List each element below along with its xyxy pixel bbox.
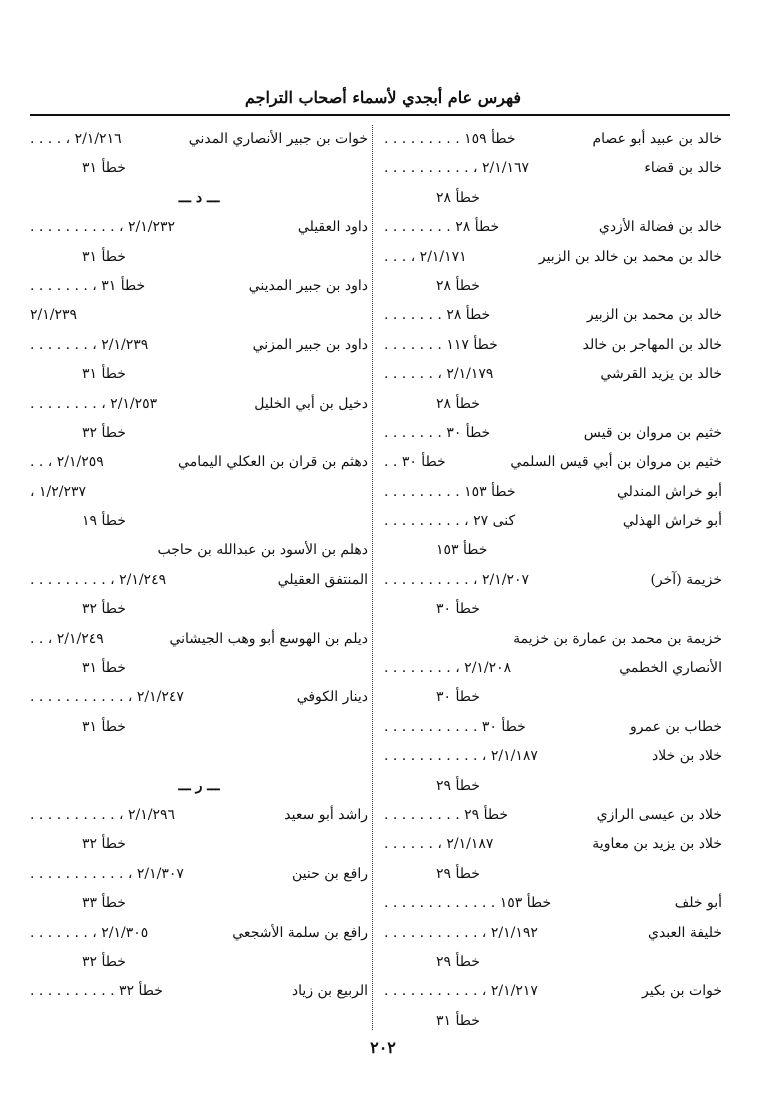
index-entry	[384, 801, 722, 830]
column-divider	[372, 125, 373, 1030]
entry-continuation: خطأ ٣٢	[82, 953, 126, 970]
index-entry	[30, 331, 368, 360]
entry-reference: خطأ ٣٠ . . . . . . .	[384, 424, 491, 441]
index-entry	[30, 713, 368, 742]
entry-reference: ٢/١/٢٤٩ ، . . . . . . . . .	[30, 571, 167, 588]
index-entry	[30, 948, 368, 977]
entry-reference: ٢/١/٢٥٩ ، . .	[30, 454, 104, 471]
entry-reference: ٢/١/٢٣٩ ، . . . . . . .	[30, 336, 149, 353]
index-entry	[384, 595, 722, 624]
entry-reference: ٢/١/٢١٧ ، . . . . . . . . . . .	[384, 983, 538, 1000]
entry-reference: خطأ ١٥٩ . . . . . . . . .	[384, 131, 516, 147]
section-letter-heading: ـــ ر ـــ	[178, 777, 220, 794]
entry-reference: ٢/١/١٧٩ ، . . . . . .	[384, 366, 494, 383]
page-header-title: فهرس عام أبجدي لأسماء أصحاب التراجم	[244, 88, 522, 107]
entry-name: راشد أبو سعيد	[284, 806, 368, 823]
index-entry	[384, 301, 722, 330]
index-entry	[30, 683, 368, 712]
index-entry	[30, 889, 368, 918]
entry-name: خليفة العبدي	[648, 924, 722, 941]
index-entry	[384, 184, 722, 213]
entry-name: رافع بن حنين	[291, 865, 368, 882]
index-entry	[384, 860, 722, 889]
index-entry	[384, 390, 722, 419]
index-entry	[384, 683, 722, 712]
entry-continuation: خطأ ٣٣	[82, 895, 126, 912]
entry-continuation: خطأ ٣٠	[436, 601, 480, 618]
entry-name: خلاد بن خلاد	[652, 748, 722, 765]
entry-name: خالد بن محمد بن الزبير	[586, 307, 722, 324]
index-entry	[30, 801, 368, 830]
index-entry	[384, 213, 722, 242]
index-entry	[384, 625, 722, 654]
entry-continuation: ٢/١/٢٣٩	[30, 307, 78, 324]
entry-name: الأنصاري الخطمي	[619, 660, 722, 677]
entry-reference: ٢/١/٢٩٦ ، . . . . . . . . . .	[30, 806, 176, 823]
entry-continuation: خطأ ٣٢	[82, 836, 126, 853]
index-entry	[384, 360, 722, 389]
index-entry	[384, 331, 722, 360]
index-entry	[384, 713, 722, 742]
index-entry	[30, 919, 368, 948]
index-entry	[30, 772, 368, 801]
entry-reference: ٢/١/٢٣٢ ، . . . . . . . . . .	[30, 219, 176, 236]
index-entry	[30, 272, 368, 301]
entry-name: داود بن جبير المديني	[248, 277, 368, 294]
index-entry	[30, 507, 368, 536]
index-entry	[384, 654, 722, 683]
index-entry	[384, 272, 722, 301]
index-entry	[30, 243, 368, 272]
entry-reference: خطأ ١٥٣ . . . . . . . . .	[384, 483, 516, 500]
entry-continuation: خطأ ٢٨	[436, 277, 480, 294]
entry-reference: كنى ٢٧ ، . . . . . . . . .	[384, 513, 516, 530]
index-entry	[30, 536, 368, 565]
index-entry	[384, 478, 722, 507]
entry-continuation: خطأ ٣٢	[82, 601, 126, 618]
entry-name: دهثم بن قران بن العكلي اليمامي	[178, 454, 368, 471]
page-number: ٢٠٢	[370, 1038, 396, 1057]
index-entry	[384, 448, 722, 477]
entry-continuation: خطأ ٣١	[82, 660, 126, 677]
index-entry	[30, 390, 368, 419]
index-entry	[30, 419, 368, 448]
entry-reference: ٢/١/٣٠٧ ، . . . . . . . . . . .	[30, 865, 184, 882]
index-entry	[30, 184, 368, 213]
index-entry	[384, 948, 722, 977]
index-entry	[384, 125, 722, 154]
index-entry	[384, 742, 722, 771]
index-entry	[30, 860, 368, 889]
index-entry	[384, 536, 722, 565]
entry-name: دينار الكوفي	[296, 689, 368, 706]
index-entry	[30, 742, 368, 771]
entry-reference: ٢/١/١٧١ ، . . .	[384, 248, 467, 265]
entry-reference: ٢/١/٢٠٧ ، . . . . . . . . . .	[384, 571, 530, 588]
entry-name: أبو خراش الهذلي	[622, 513, 722, 530]
entry-reference: خطأ ٢٨ . . . . . . . .	[384, 219, 500, 236]
left-column	[30, 125, 368, 1007]
entry-continuation: خطأ ٢٩	[436, 777, 480, 794]
entry-name: المنتفق العقيلي	[277, 571, 368, 588]
entry-name: خزيمة (آخر)	[650, 571, 722, 588]
entry-reference: ٢/١/١٦٧ ، . . . . . . . . . .	[384, 160, 530, 177]
index-entry	[384, 243, 722, 272]
entry-reference: خطأ ٢٨ . . . . . . .	[384, 307, 491, 324]
entry-name: خالد بن فضالة الأزدي	[598, 219, 722, 236]
index-entry	[384, 507, 722, 536]
entry-name: دهلم بن الأسود بن عبدالله بن حاجب	[157, 542, 368, 559]
entry-name: داود العقيلي	[297, 219, 368, 236]
entry-name: داود بن جبير المزني	[252, 336, 368, 353]
entry-continuation: خطأ ٣١	[436, 1012, 480, 1029]
index-entry	[384, 566, 722, 595]
entry-name: خوات بن جبير الأنصاري المدني	[188, 131, 368, 147]
entry-name: الربيع بن زياد	[291, 983, 368, 1000]
index-entry	[30, 213, 368, 242]
entry-name: خلاد بن عيسى الرازي	[596, 806, 722, 823]
entry-continuation: خطأ ٣١	[82, 248, 126, 265]
entry-name: رافع بن سلمة الأشجعي	[232, 924, 368, 941]
index-entry	[30, 360, 368, 389]
header-rule	[30, 114, 730, 116]
index-entry	[30, 301, 368, 330]
index-entry	[30, 977, 368, 1006]
index-entry	[384, 830, 722, 859]
index-entry	[30, 448, 368, 477]
entry-name: أبو خراش المندلي	[616, 483, 722, 500]
entry-name: خالد بن محمد بن خالد بن الزبير	[538, 248, 722, 265]
index-entry	[384, 154, 722, 183]
index-entry	[30, 595, 368, 624]
entry-reference: خطأ ١٥٣ . . . . . . . . . . . . .	[384, 895, 552, 912]
index-entry	[30, 654, 368, 683]
index-entry	[30, 154, 368, 183]
entry-name: أبو خلف	[674, 895, 722, 912]
entry-continuation: خطأ ٢٩	[436, 865, 480, 882]
index-entry	[30, 566, 368, 595]
entry-name: خالد بن عبيد أبو عصام	[592, 131, 722, 147]
index-entry	[384, 772, 722, 801]
index-entry	[384, 889, 722, 918]
entry-reference: ٢/١/٢٤٧ ، . . . . . . . . . . .	[30, 689, 184, 706]
entry-reference: خطأ ٣١ ، . . . . . . .	[30, 277, 146, 294]
entry-reference: ٢/١/١٨٧ ، . . . . . .	[384, 836, 494, 853]
entry-name: خوات بن بكير	[642, 983, 722, 1000]
index-entry	[384, 919, 722, 948]
entry-name: خالد بن يزيد القرشي	[600, 366, 722, 383]
entry-reference: ٢/١/٢٥٣ ، . . . . . . . .	[30, 395, 158, 412]
entry-name: خثيم بن مروان بن قيس	[583, 424, 722, 441]
section-letter-heading: ـــ د ـــ	[178, 189, 220, 206]
entry-continuation: خطأ ١٩	[82, 513, 126, 530]
entry-continuation: خطأ ٣١	[82, 718, 126, 735]
entry-name: دخيل بن أبي الخليل	[254, 395, 368, 412]
entry-reference: خطأ ٣٠ . .	[384, 454, 446, 471]
entry-continuation: ١/٢/٢٣٧ ،	[30, 483, 86, 500]
entry-continuation: خطأ ٣٠	[436, 689, 480, 706]
entry-continuation: خطأ ١٥٣	[436, 542, 488, 559]
entry-reference: ٢/١/٣٠٥ ، . . . . . . .	[30, 924, 149, 941]
index-entry	[30, 125, 368, 154]
index-entry	[384, 1007, 722, 1036]
entry-continuation: خطأ ٢٨	[436, 189, 480, 206]
entry-reference: ٢/١/٢٤٩ ، . .	[30, 630, 104, 647]
entry-reference: خطأ ٣٢ . . . . . . . . . .	[30, 983, 163, 1000]
entry-continuation: خطأ ٢٩	[436, 953, 480, 970]
index-entry	[384, 419, 722, 448]
entry-reference: خطأ ٢٩ . . . . . . . . .	[384, 806, 509, 823]
entry-continuation: خطأ ٣٢	[82, 424, 126, 441]
entry-reference: ٢/١/١٩٢ ، . . . . . . . . . . .	[384, 924, 538, 941]
right-column	[384, 125, 722, 1036]
entry-name: ديلم بن الهوسع أبو وهب الجيشاني	[169, 630, 368, 647]
entry-name: خطاب بن عمرو	[630, 718, 722, 735]
entry-name: خلاد بن يزيد بن معاوية	[592, 836, 722, 853]
index-entry	[30, 478, 368, 507]
entry-name: خالد بن قضاء	[644, 160, 722, 177]
entry-reference: ٢/١/٢١٦ ، . . . .	[30, 131, 122, 147]
index-entry	[384, 977, 722, 1006]
entry-name: خزيمة بن محمد بن عمارة بن خزيمة	[513, 630, 722, 647]
index-entry	[30, 625, 368, 654]
entry-reference: خطأ ٣٠ . . . . . . . . . . .	[384, 718, 526, 735]
entry-reference: ٢/١/١٨٧ ، . . . . . . . . . . .	[384, 748, 538, 765]
entry-reference: ٢/١/٢٠٨ ، . . . . . . . .	[384, 660, 512, 677]
entry-name: خثيم بن مروان بن أبي قيس السلمي	[510, 454, 722, 471]
entry-name: خالد بن المهاجر بن خالد	[582, 336, 722, 353]
index-entry	[30, 830, 368, 859]
entry-continuation: خطأ ٣١	[82, 160, 126, 177]
entry-continuation: خطأ ٢٨	[436, 395, 480, 412]
entry-continuation: خطأ ٣١	[82, 366, 126, 383]
entry-reference: خطأ ١١٧ . . . . . . .	[384, 336, 498, 353]
